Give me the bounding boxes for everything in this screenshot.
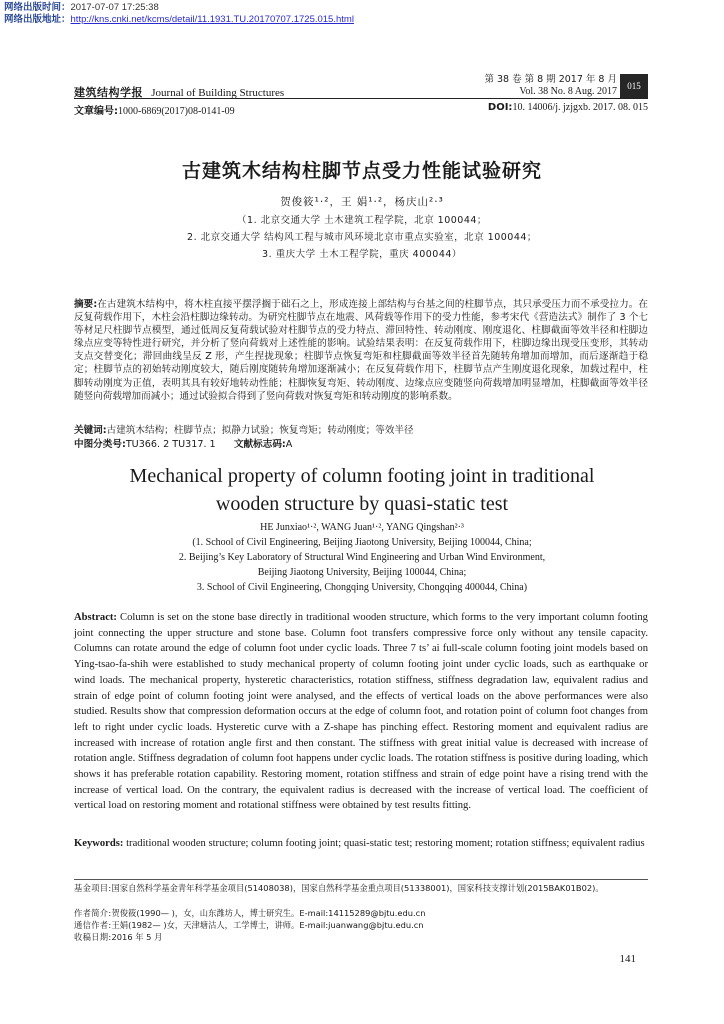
publish-time-value: 2017-07-07 17:25:38: [70, 2, 159, 13]
english-abstract-label: Abstract:: [74, 612, 117, 623]
corresponding-text: 王娟(1982— )女，天津塘沽人，工学博士，讲师。E-mail:juanwang@bjtu.edu.cn: [111, 920, 424, 930]
article-number: [74, 102, 235, 117]
chinese-keywords-label: 关键词:: [74, 425, 107, 436]
footnote-author: [74, 907, 648, 919]
english-affiliation-2: 2. Beijing’s Key Laboratory of Structural Wind Engineering and Urban Wind Environment,: [178, 552, 546, 563]
page-number: 141: [619, 953, 636, 965]
corresponding-label: 通信作者:: [74, 920, 112, 930]
journal-name-en: Journal of Building Structures: [151, 87, 285, 99]
journal-issue-en: Vol. 38 No. 8 Aug. 2017: [519, 86, 617, 97]
classification-value: TU366. 2 TU317. 1: [125, 439, 216, 450]
english-affiliation-1: (1. School of Civil Engineering, Beijing Jiaotong University, Beijing 100044, China;: [192, 537, 532, 548]
publish-url-label: 网络出版地址：: [4, 14, 71, 25]
footnote-fund: [74, 882, 648, 894]
page-code-badge: 015: [620, 74, 648, 98]
article-number-label: 文章编号:: [74, 106, 118, 117]
chinese-affiliation-2: 2. 北京交通大学 结构风工程与城市风环境北京市重点实验室，北京 100044；: [187, 232, 537, 243]
english-abstract: [74, 610, 648, 814]
chinese-affiliation-1: （1. 北京交通大学 土木建筑工程学院，北京 100044；: [237, 215, 487, 226]
footnote-rule: [74, 879, 648, 880]
journal-issue-cn: 第 38 卷 第 8 期 2017 年 8 月: [484, 74, 617, 85]
cnki-publication-stamp: [4, 2, 354, 26]
received-label: 收稿日期:: [74, 932, 112, 942]
document-code-label: 文献标志码:: [233, 439, 286, 450]
journal-name-cn: 建筑结构学报: [74, 86, 143, 99]
doi-value: 10. 14006/j. jzjgxb. 2017. 08. 015: [512, 102, 648, 113]
chinese-title: 古建筑木结构柱脚节点受力性能试验研究: [181, 160, 542, 182]
english-abstract-text: Column is set on the stone base directly in traditional wooden structure, which forms to the very important column footing joint connecting the upper structure and stone base. Column foot transfers compressive force only without any tensile capacity. Columns can rotate around the edge of column foot under cyclic loads. Three 7 ts’ ai full-scale column footing joint models based on Ying-tsao-fa-shih were established to study mechanical property of column footing joint under cyclic loads, such as earthquake or wind loads. The mechanical property, hysteretic characteristics, rotation stiffness, stiffness degradation law, equivalent radius and strain of edge point of column footing joint were analysed, and the effects of vertical loads on the above performances were also studied. Results show that compression deformation occurs at the edge of column foot, and rotation point of column foot changes from left to right under cyclic loads. Hysteretic curve with a Z-shape has pinching effect. Restoring moment and equivalent radius are increased with increase of rotation angle first and then constant. The stiffness with great initial value is decreased with increase of rotation angle. Stiffness degradation of column foot happens under cyclic loads. The rotation stiffness is positive during loading, which shows it has preferable rotation capability. Restoring moment, rotation stiffness and strain of edge point have a rising trend with the increase of vertical load. On the contrary, the equivalent radius is decreased with the increase of vertical load. The coefficient of vertical load on restoring moment and rotational stiffness were obtained by test results fitting.: [74, 612, 648, 812]
chinese-affiliation-3: 3. 重庆大学 土木工程学院，重庆 400044）: [262, 249, 462, 260]
header-rule: [74, 98, 648, 99]
chinese-abstract-text: 在古建筑木结构中，将木柱直接平摆浮搁于础石之上，形成连接上部结构与台基之间的柱脚节点，其只承受压力而不承受拉力。在反复荷载作用下，木柱会沿柱脚边缘转动。为研究柱脚节点在地震、风荷载等作用下的受力性能，参考宋代《营造法式》制作了 3 个七等材足尺柱脚节点模型，通过低周反复荷载试验对柱脚节点的受力特点、滞回特性、转动刚度、刚度退化、柱脚截面等效半径和柱脚边缘点应变等特性进行研究，并分析了竖向荷载对上述性能的影响。试验结果表明：在反复荷载作用下，柱脚边缘出现受压变形，其转动支点交替变化；滞回曲线呈反 Z 形，产生捏拢现象；柱脚节点恢复弯矩和柱脚截面等效半径首先随转角增加而增加，而后逐渐趋于稳定；柱脚节点的初始转动刚度较大，随后刚度随转角增加逐渐减小；在反复荷载作用下，柱脚节点产生刚度退化现象，加载过程中，柱脚转动刚度为正值，表明其具有较好地转动性能；柱脚恢复弯矩、转动刚度、边缘点应变随竖向荷载增加明显增加，柱脚截面等效半径随竖向荷载增加而减小；通过试验拟合得到了竖向荷载对恢复弯矩和转动刚度的影响系数。: [74, 299, 648, 402]
english-keywords-text: traditional wooden structure; column footing joint; quasi-static test; restoring moment; rotation stiffness; equivalent radius: [126, 838, 645, 849]
author-bio-text: 贺俊筱(1990— )，女，山东潍坊人，博士研究生。E-mail:14115289@bjtu.edu.cn: [111, 908, 426, 918]
chinese-authors: 贺俊筱¹·²，王 娟¹·²，杨庆山²·³: [280, 196, 444, 208]
footnote-received: [74, 931, 648, 943]
chinese-keywords: [74, 422, 414, 436]
document-code-value: A: [285, 439, 293, 450]
english-keywords: [74, 836, 648, 852]
chinese-classification: [74, 436, 292, 450]
english-keywords-label: Keywords:: [74, 838, 124, 849]
fund-text: 国家自然科学基金青年科学基金项目(51408038)，国家自然科学基金重点项目(51338001)，国家科技支撑计划(2015BAK01B02)。: [111, 883, 604, 893]
publish-time-label: 网络出版时间：: [4, 2, 71, 13]
english-affiliation-3: Beijing Jiaotong University, Beijing 100044, China;: [257, 567, 467, 578]
english-authors: HE Junxiao¹·², WANG Juan¹·², YANG Qingshan²·³: [260, 522, 464, 533]
journal-issue: [484, 74, 617, 98]
english-affiliation-4: 3. School of Civil Engineering, Chongqing University, Chongqing 400044, China): [196, 582, 528, 593]
english-title: [0, 462, 724, 518]
fund-label: 基金项目:: [74, 883, 112, 893]
publish-url-link[interactable]: http://kns.cnki.net/kcms/detail/11.1931.TU.20170707.1725.015.html: [70, 14, 354, 25]
article-number-value: 1000-6869(2017)08-0141-09: [118, 106, 235, 117]
footnote-corresponding: [74, 919, 648, 931]
doi: [488, 102, 648, 113]
english-title-line-1: Mechanical property of column footing joint in traditional: [129, 465, 595, 487]
english-title-line-2: wooden structure by quasi-static test: [215, 493, 509, 515]
chinese-abstract-label: 摘要:: [74, 299, 98, 310]
classification-label: 中图分类号:: [74, 439, 126, 450]
chinese-abstract: [74, 298, 648, 403]
author-bio-label: 作者简介:: [74, 908, 112, 918]
chinese-keywords-text: 古建筑木结构；柱脚节点；拟静力试验；恢复弯矩；转动刚度；等效半径: [106, 425, 414, 436]
doi-label: DOI:: [487, 102, 513, 113]
received-text: 2016 年 5 月: [111, 932, 163, 942]
